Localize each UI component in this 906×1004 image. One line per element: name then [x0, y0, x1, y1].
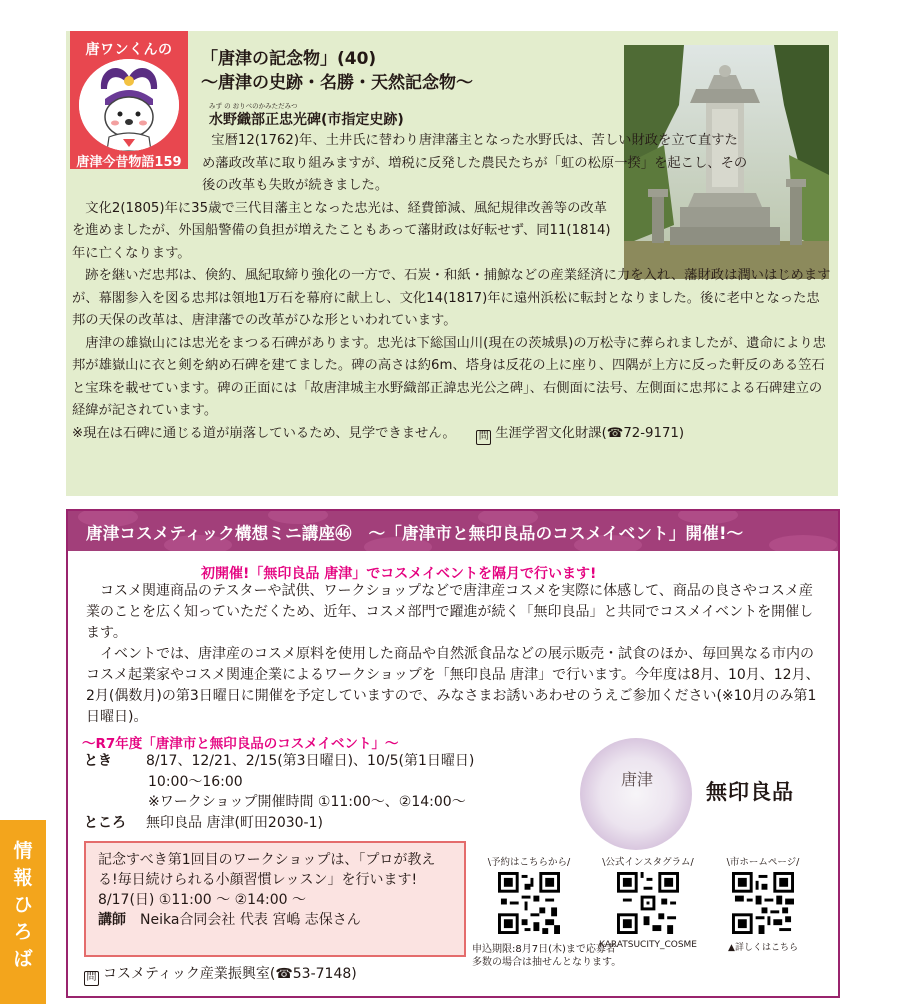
- article-note: ※現在は石碑に通じる道が崩落しているため、見学できません。: [72, 425, 456, 441]
- info-hiroba-label: [0, 838, 46, 973]
- tab-char: ひ: [13, 894, 33, 916]
- cosme-contact-text: コスメティック産業振興室(☎53-7148): [103, 966, 357, 982]
- cosme-lecture-title: 唐津コスメティック構想ミニ講座㊻ 〜「唐津市と無印良品のコスメイベント」開催!〜: [86, 524, 744, 543]
- article-title: [201, 47, 473, 95]
- qr-instagram[interactable]: [593, 854, 703, 950]
- article-paragraph-1: 宝暦12(1762)年、土井氏に替わり唐津藩主となった水野氏は、苦しい財政を立て直すため藩政改革に取り組みますが、増税に反発した農民たちが「虹の松原一揆」を起こし、その後の改革も失敗が続きました。: [202, 133, 748, 193]
- article-subtitle: 水野織部正忠光碑(市指定史跡): [209, 112, 404, 128]
- when-dates: 8/17、12/21、2/15(第3日曜日)、10/5(第1日曜日): [146, 753, 475, 769]
- article-paragraph-3: 跡を継いだ忠邦は、倹約、風紀取締り強化の一方で、石炭・和紙・捕鯨などの産業経済に力を入れ、藩財政は潤いはじめますが、幕閣参入を図る忠邦は領地1万石を幕府に献上し、文化14(1817)年に遠州浜松に転封となりました。後に老中となった忠邦の天保の改革は、唐津藩での改革がひな形といわれています。: [72, 268, 831, 328]
- application-deadline: 申込期限:8月7日(木)まで応募者多数の場合は抽せんとなります。: [472, 944, 622, 968]
- tab-char: ば: [13, 948, 33, 970]
- workshop-lecturer: [98, 910, 452, 930]
- cosme-contact: [84, 963, 357, 986]
- inquiry-mark-icon: 問: [84, 971, 99, 986]
- qr-instagram-caption: \公式インスタグラム/: [602, 857, 694, 868]
- inquiry-mark-icon: 問: [476, 430, 491, 445]
- lecturer-label: 講師: [98, 912, 126, 928]
- event-paragraph-2: イベントでは、唐津産のコスメ原料を使用した商品や自然派食品などの展示販売・試食のほか、毎回異なる市内のコスメ起業家やコスメ関連企業によるワークショップを「無印良品 唐津」で行います。今年度は8月、10月、12月、2月(偶数月)の第3日曜日に開催を予定していますので、みなさまお誘いあわせのうえご参加ください(※10月のみ第1日曜日)。: [86, 646, 820, 725]
- badge-series-number: 唐津今昔物語159: [76, 155, 182, 170]
- event-description: [86, 581, 826, 728]
- karatsu-cosme-logo: [580, 738, 692, 850]
- qr-city-note: ▲詳しくはこちら: [728, 943, 798, 953]
- article-body: [72, 130, 832, 445]
- when-label: とき: [84, 753, 112, 769]
- article-paragraph-2: 文化2(1805)年に35歳で三代目藩主となった忠光は、経費節減、風紀規律改善等の改革を進めましたが、外国船警備の負担が増えたこともあって藩財政は好転せず、同11(1814)年に亡くなります。: [72, 200, 611, 261]
- article-contact: 生涯学習文化財課(☎72-9171): [495, 425, 685, 441]
- when-time: 10:00〜16:00: [148, 773, 243, 790]
- first-workshop-box: [84, 841, 466, 957]
- where-value: 無印良品 唐津(町田2030-1): [146, 814, 323, 831]
- lecturer-name: Neika合同会社 代表 宮嶋 志保さん: [140, 912, 361, 928]
- event-schedule: [84, 751, 474, 833]
- qr-reservation[interactable]: [474, 854, 584, 938]
- event-headline: 初開催!「無印良品 唐津」でコスメイベントを隔月で行います!: [201, 566, 597, 582]
- qr-code-icon[interactable]: [732, 872, 794, 934]
- cosme-lecture-header: [68, 511, 838, 551]
- qr-city-homepage[interactable]: [708, 854, 818, 953]
- tab-char: 情: [13, 840, 33, 862]
- where-label: ところ: [84, 814, 126, 831]
- history-article-panel: [66, 31, 838, 496]
- article-note-line: [72, 423, 832, 446]
- qr-code-icon[interactable]: [498, 872, 560, 934]
- cosme-lecture-panel: [66, 509, 840, 998]
- workshop-times: ※ワークショップ開催時間 ①11:00〜、②14:00〜: [148, 794, 466, 810]
- info-hiroba-tab: [0, 820, 46, 1004]
- workshop-datetime: 8/17(日) ①11:00 〜 ②14:00 〜: [98, 892, 306, 908]
- article-title-line1: 「唐津の記念物」(40): [201, 49, 377, 69]
- event-schedule-heading: 〜R7年度「唐津市と無印良品のコスメイベント」〜: [82, 736, 399, 752]
- muji-logo-text: 無印良品: [706, 780, 794, 804]
- qr-reservation-caption: \予約はこちらから/: [487, 857, 571, 868]
- logo-karatsu-text: 唐津: [620, 770, 653, 789]
- subtitle-ruby: みず の おりべのかみただみつ: [209, 102, 298, 110]
- article-paragraph-4: 唐津の雄嶽山には忠光をまつる石碑があります。忠光は下総国山川(現在の茨城県)の万松寺に葬られましたが、遺命により忠邦が雄嶽山に衣と剣を納め石碑を建てました。碑の高さは約6m、塔身は反花の上に座り、四隅が上方に反った軒反のある笠石と宝珠を載せています。碑の正面には「故唐津城主水野織部正諱忠光公之碑」、右側面に法号、左側面に忠邦による石碑建立の経緯が記されています。: [72, 335, 826, 418]
- qr-code-icon[interactable]: [617, 872, 679, 934]
- qr-instagram-handle: KARATSUCITY_COSME: [598, 940, 697, 950]
- workshop-intro: 記念すべき第1回目のワークショップは、「プロが教える!毎日続けられる小顔習慣レッスン」を行います!: [98, 852, 436, 888]
- article-title-line2: 〜唐津の史跡・名勝・天然記念物〜: [201, 73, 473, 93]
- badge-top-label: 唐ワンくんの: [85, 42, 173, 58]
- qr-city-caption: \市ホームページ/: [726, 857, 800, 868]
- tab-char: 報: [13, 867, 33, 889]
- event-paragraph-1: コスメ関連商品のテスターや試供、ワークショップなどで唐津産コスメを実際に体感して、商品の良さやコスメ産業のことを広く知っていただくため、近年、コスメ部門で躍進が続く「無印良品」と共同でコスメイベントを開催します。: [86, 583, 814, 641]
- tab-char: ろ: [13, 921, 33, 943]
